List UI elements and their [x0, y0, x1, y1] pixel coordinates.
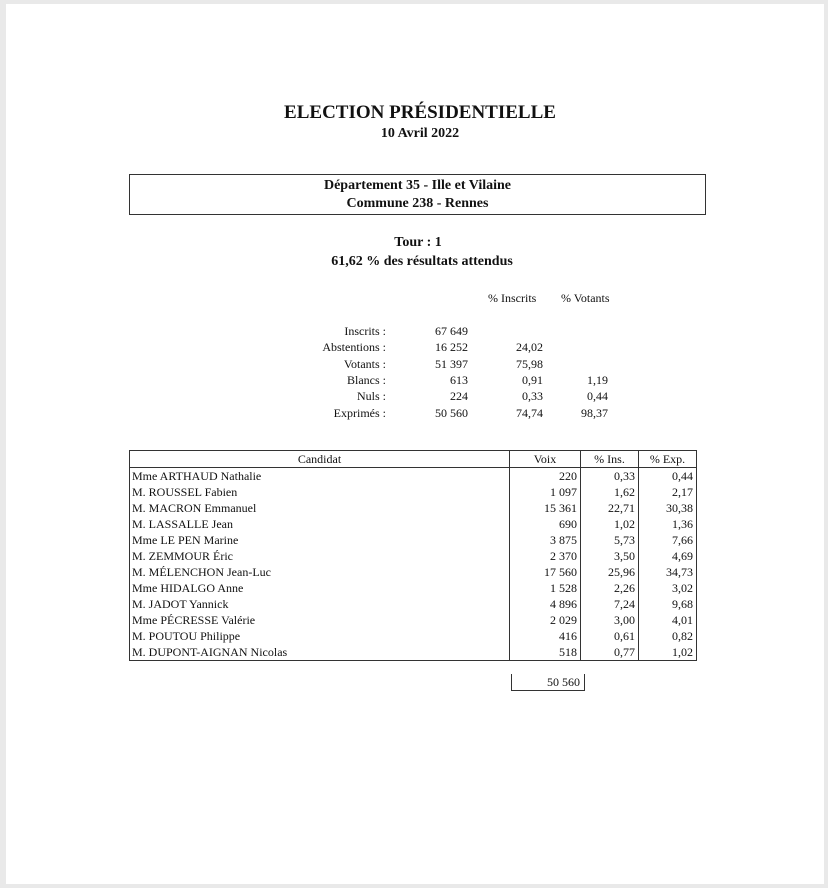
election-date: 10 Avril 2022 [380, 126, 460, 141]
page-title: ELECTION PRÉSIDENTIELLE [284, 102, 556, 123]
round-label: Tour : 1 [394, 235, 442, 250]
candidate-pct-ins: 0,33 [581, 468, 639, 485]
candidate-name: Mme PÉCRESSE Valérie [130, 612, 510, 628]
candidate-voix: 220 [510, 468, 581, 485]
candidate-name: M. MACRON Emmanuel [130, 500, 510, 516]
candidate-pct-ins: 3,50 [581, 548, 639, 564]
stat-label: Inscrits : [344, 324, 386, 338]
candidate-pct-ins: 7,24 [581, 596, 639, 612]
candidate-voix: 690 [510, 516, 581, 532]
stat-value: 224 [450, 389, 468, 404]
candidate-voix: 2 370 [510, 548, 581, 564]
candidate-pct-ins: 1,62 [581, 484, 639, 500]
stat-label: Exprimés : [333, 405, 386, 420]
table-row [130, 612, 697, 628]
candidate-pct-ins: 0,77 [581, 644, 639, 661]
candidate-name: M. ROUSSEL Fabien [130, 484, 510, 500]
candidate-voix: 1 097 [510, 484, 581, 500]
header-pct-ins: % Ins. [581, 451, 639, 468]
candidate-pct-exp: 0,44 [639, 468, 697, 485]
table-row [130, 644, 697, 661]
candidate-voix: 17 560 [510, 564, 581, 580]
candidate-pct-exp: 0,82 [639, 628, 697, 644]
stat-value: 67 649 [435, 324, 468, 338]
table-header-row [130, 451, 697, 468]
candidate-name: Mme ARTHAUD Nathalie [130, 468, 510, 485]
candidate-voix: 3 875 [510, 532, 581, 548]
candidate-pct-exp: 30,38 [639, 500, 697, 516]
candidate-name: M. JADOT Yannick [130, 596, 510, 612]
stat-pct-votants: 98,37 [581, 405, 608, 420]
table-row [130, 532, 697, 548]
candidate-pct-ins: 5,73 [581, 532, 639, 548]
candidate-name: M. DUPONT-AIGNAN Nicolas [130, 644, 510, 661]
candidate-voix: 2 029 [510, 612, 581, 628]
table-row [130, 516, 697, 532]
table-row [130, 500, 697, 516]
header-voix: Voix [510, 451, 581, 468]
departement-label: Département 35 - Ille et Vilaine [323, 178, 511, 193]
stat-pct-inscrits: 0,91 [522, 372, 543, 387]
col-header-pct-votants: % Votants [561, 291, 610, 305]
stat-value: 613 [450, 372, 468, 387]
header-candidat: Candidat [130, 451, 510, 468]
stat-value: 16 252 [435, 340, 468, 355]
stat-pct-inscrits: 24,02 [516, 340, 543, 355]
candidate-pct-exp: 2,17 [639, 484, 697, 500]
stat-value: 50 560 [435, 405, 468, 420]
candidate-pct-exp: 1,02 [639, 644, 697, 661]
stat-label: Nuls : [356, 389, 386, 404]
candidate-pct-exp: 4,01 [639, 612, 697, 628]
candidate-name: Mme HIDALGO Anne [130, 580, 510, 596]
header-pct-exp: % Exp. [639, 451, 697, 468]
candidates-table [129, 450, 697, 661]
document-page [6, 4, 824, 884]
stat-value: 51 397 [435, 356, 468, 371]
candidate-pct-exp: 9,68 [639, 596, 697, 612]
table-row [130, 596, 697, 612]
table-row [130, 564, 697, 580]
stat-label: Blancs : [347, 372, 386, 387]
candidate-voix: 15 361 [510, 500, 581, 516]
table-row [130, 468, 697, 485]
table-row [130, 580, 697, 596]
stat-pct-votants: 1,19 [587, 372, 608, 387]
candidate-name: M. MÉLENCHON Jean-Luc [130, 564, 510, 580]
stat-pct-votants: 0,44 [587, 389, 608, 404]
candidate-name: Mme LE PEN Marine [130, 532, 510, 548]
candidate-pct-exp: 1,36 [639, 516, 697, 532]
candidate-name: M. POUTOU Philippe [130, 628, 510, 644]
candidate-voix: 1 528 [510, 580, 581, 596]
candidate-voix: 4 896 [510, 596, 581, 612]
col-header-pct-inscrits: % Inscrits [488, 291, 537, 305]
total-voix: 50 560 [511, 674, 585, 691]
table-row [130, 548, 697, 564]
table-row [130, 628, 697, 644]
candidate-pct-ins: 22,71 [581, 500, 639, 516]
candidate-pct-exp: 34,73 [639, 564, 697, 580]
candidate-name: M. ZEMMOUR Éric [130, 548, 510, 564]
stat-pct-inscrits: 0,33 [522, 389, 543, 404]
candidate-pct-exp: 3,02 [639, 580, 697, 596]
candidate-name: M. LASSALLE Jean [130, 516, 510, 532]
commune-label: Commune 238 - Rennes [346, 196, 489, 211]
table-row [130, 484, 697, 500]
results-progress: 61,62 % des résultats attendus [331, 254, 513, 269]
stat-pct-inscrits: 75,98 [516, 356, 543, 371]
candidate-pct-exp: 7,66 [639, 532, 697, 548]
candidate-pct-ins: 25,96 [581, 564, 639, 580]
stat-label: Abstentions : [322, 340, 386, 355]
candidate-pct-ins: 2,26 [581, 580, 639, 596]
candidate-voix: 416 [510, 628, 581, 644]
stat-pct-inscrits: 74,74 [516, 405, 543, 420]
candidate-pct-ins: 0,61 [581, 628, 639, 644]
candidate-pct-ins: 3,00 [581, 612, 639, 628]
candidate-voix: 518 [510, 644, 581, 661]
stat-label: Votants : [343, 356, 386, 371]
location-box [129, 174, 706, 215]
candidate-pct-ins: 1,02 [581, 516, 639, 532]
candidate-pct-exp: 4,69 [639, 548, 697, 564]
